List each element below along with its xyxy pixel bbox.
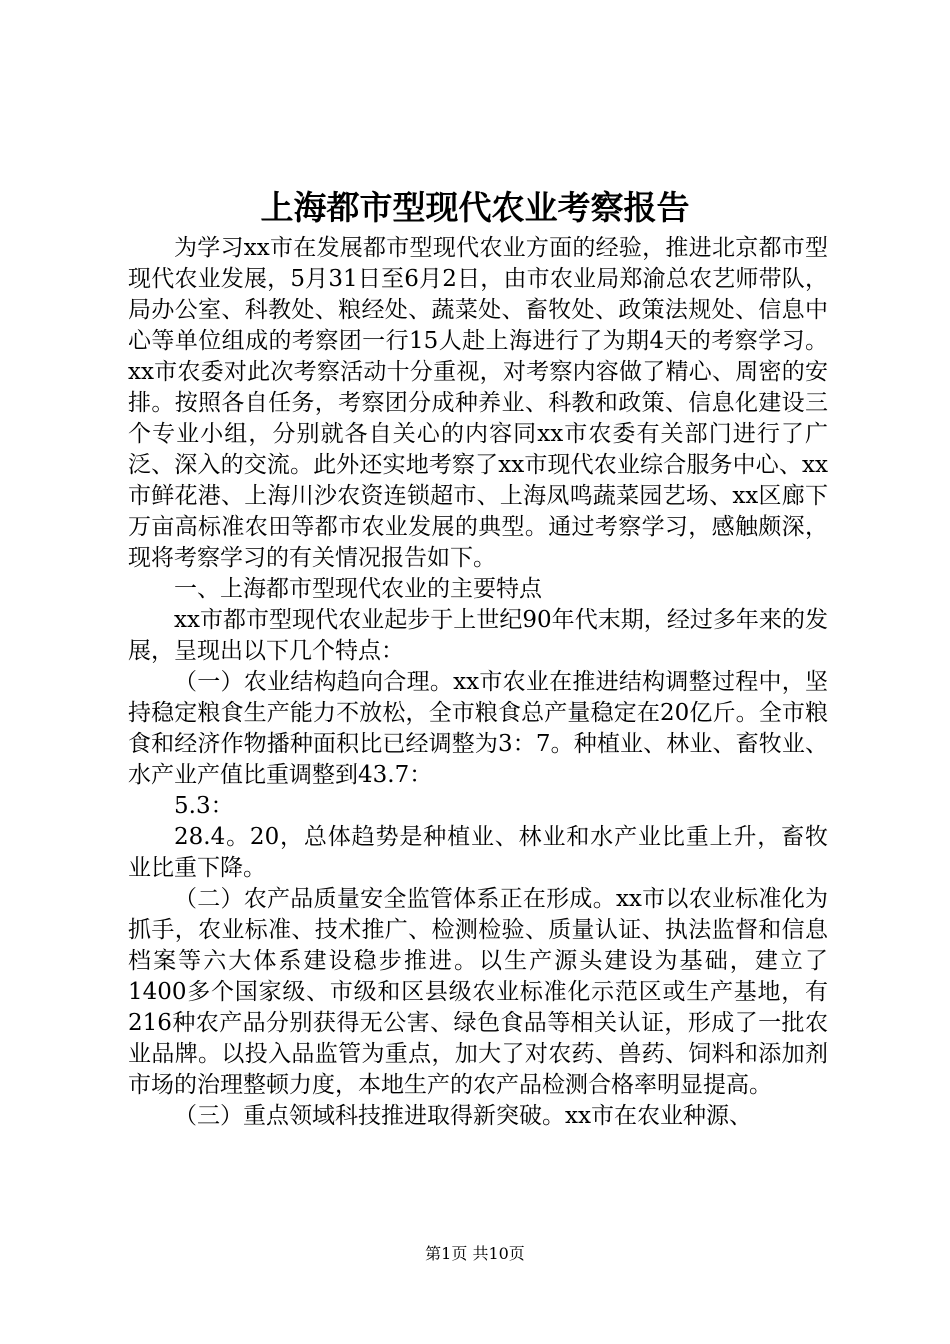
paragraph-ratio-continued: 28.4。20，总体趋势是种植业、林业和水产业比重上升，畜牧业比重下降。 xyxy=(128,824,828,881)
section-heading-1: 一、上海都市型现代农业的主要特点 xyxy=(174,576,542,602)
paragraph-point-1: （一）农业结构趋向合理。xx市农业在推进结构调整过程中，坚持稳定粮食生产能力不放松，全市粮食总产量稳定在20亿斤。全市粮食和经济作物播种面积比已经调整为3：7。种植业、林业、畜牧业、水产业产值比重调整到43.7： xyxy=(128,669,828,788)
paragraph-overview: xx市都市型现代农业起步于上世纪90年代末期，经过多年来的发展，呈现出以下几个特点： xyxy=(128,607,828,664)
paragraph-ratio-fragment: 5.3： xyxy=(174,793,234,819)
paragraph-point-2: （二）农产品质量安全监管体系正在形成。xx市以农业标准化为抓手，农业标准、技术推广、检测检验、质量认证、执法监督和信息档案等六大体系建设稳步推进。以生产源头建设为基础，建立了1400多个国家级、市级和区县级农业标准化示范区或生产基地，有216种农产品分别获得无公害、绿色食品等相关认证，形成了一批农业品牌。以投入品监管为重点，加大了对农药、兽药、饲料和添加剂市场的治理整顿力度，本地生产的农产品检测合格率明显提高。 xyxy=(128,886,828,1098)
paragraph-intro: 为学习xx市在发展都市型现代农业方面的经验，推进北京都市型现代农业发展，5月31日至6月2日，由市农业局郑渝总农艺师带队，局办公室、科教处、粮经处、蔬菜处、畜牧处、政策法规处、信息中心等单位组成的考察团一行15人赴上海进行了为期4天的考察学习。xx市农委对此次考察活动十分重视，对考察内容做了精心、周密的安排。按照各自任务，考察团分成种养业、科教和政策、信息化建设三个专业小组，分别就各自关心的内容同xx市农委有关部门进行了广泛、深入的交流。此外还实地考察了xx市现代农业综合服务中心、xx市鲜花港、上海川沙农资连锁超市、上海凤鸣蔬菜园艺场、xx区廊下万亩高标准农田等都市农业发展的典型。通过考察学习，感触颇深，现将考察学习的有关情况报告如下。 xyxy=(128,235,828,571)
document-body xyxy=(128,233,828,1132)
document-title: 上海都市型现代农业考察报告 xyxy=(260,188,690,227)
page-footer: 第1页 共10页 xyxy=(425,1244,525,1263)
paragraph-point-3: （三）重点领域科技推进取得新突破。xx市在农业种源、 xyxy=(174,1103,752,1129)
